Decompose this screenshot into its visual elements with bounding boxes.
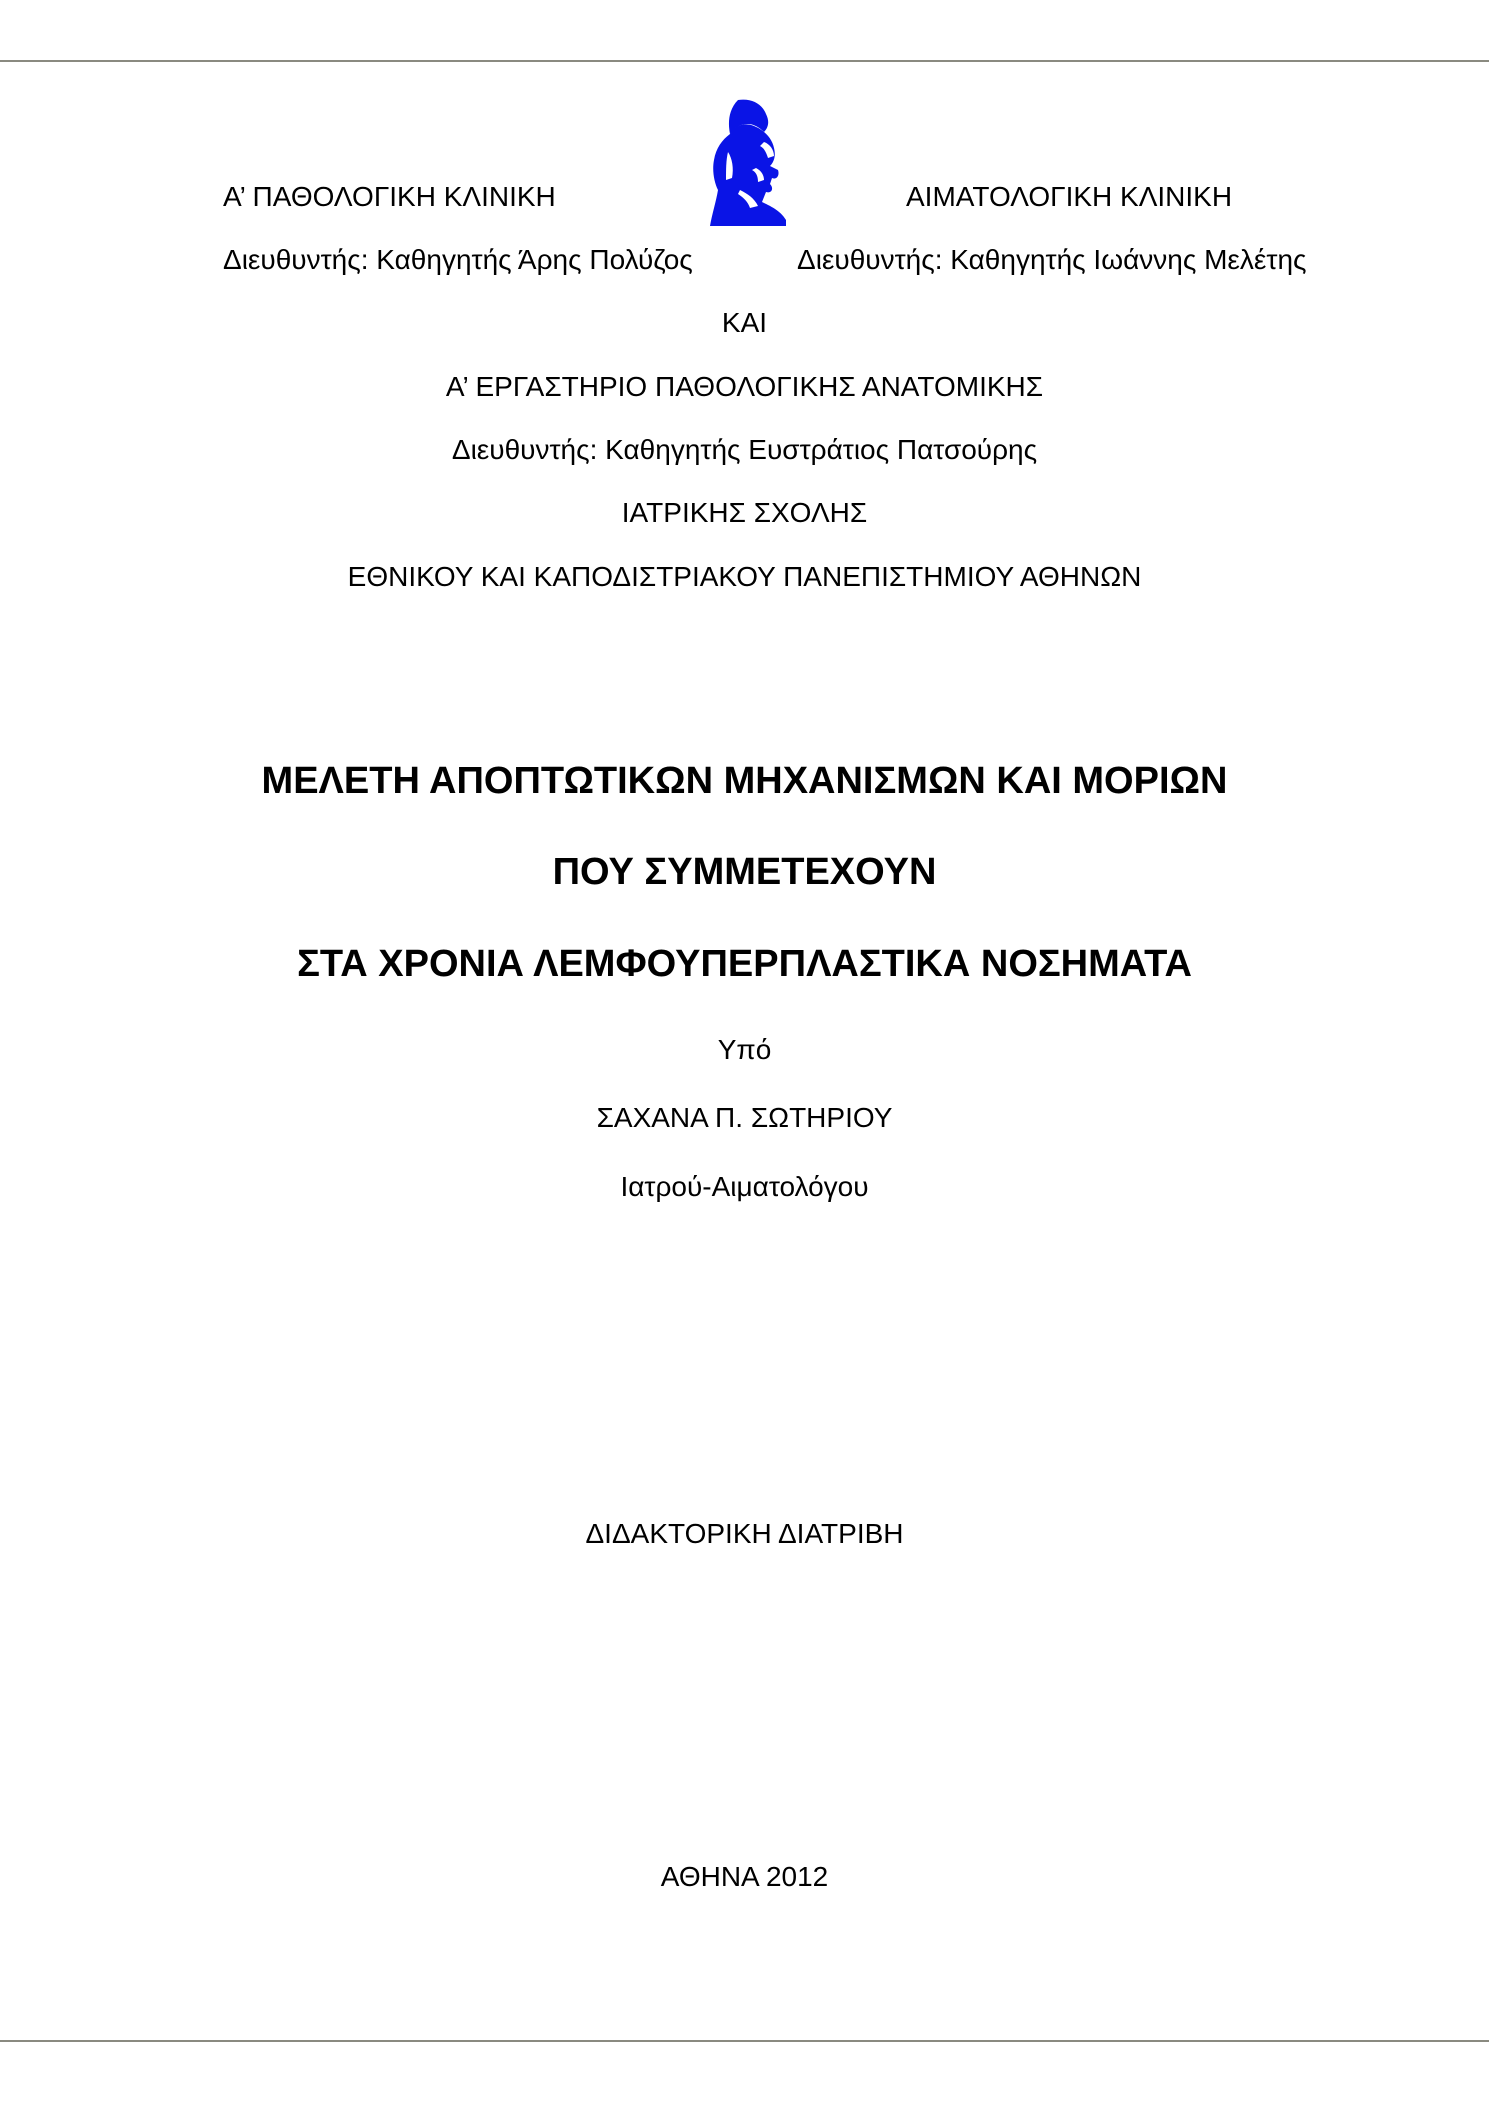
author-by: Υπό — [717, 1034, 772, 1065]
university-name: ΕΘΝΙΚΟΥ ΚΑΙ ΚΑΠΟΔΙΣΤΡΙΑΚΟΥ ΠΑΝΕΠΙΣΤΗΜΙΟΥ ΑΘΗΝΩΝ — [347, 561, 1142, 592]
thesis-title-line-1: ΜΕΛΕΤΗ ΑΠΟΠΤΩΤΙΚΩΝ ΜΗΧΑΝΙΣΜΩΝ ΚΑΙ ΜΟΡΙΩΝ — [261, 760, 1228, 802]
author-role: Ιατρού-Αιματολόγου — [620, 1171, 869, 1202]
thesis-type: ΔΙΔΑΚΤΟΡΙΚΗ ΔΙΑΤΡΙΒΗ — [585, 1518, 904, 1549]
thesis-title-line-3: ΣΤΑ ΧΡΟΝΙΑ ΛΕΜΦΟΥΠΕΡΠΛΑΣΤΙΚΑ ΝΟΣΗΜΑΤΑ — [297, 943, 1192, 985]
left-clinic-name: Α’ ΠΑΘΟΛΟΓΙΚΗ ΚΛΙΝΙΚΗ — [223, 181, 556, 212]
top-rule — [0, 60, 1489, 62]
thesis-title-line-2: ΠΟΥ ΣΥΜΜΕΤΕΧΟΥΝ — [552, 851, 937, 893]
bottom-rule — [0, 2040, 1489, 2042]
author-name: ΣΑΧΑΝΑ Π. ΣΩΤΗΡΙΟΥ — [596, 1102, 893, 1133]
lab-director: Διευθυντής: Καθηγητής Ευστράτιος Πατσούρης — [451, 434, 1038, 465]
university-logo-icon — [700, 98, 790, 226]
lab-name: Α’ ΕΡΓΑΣΤΗΡΙΟ ΠΑΘΟΛΟΓΙΚΗΣ ΑΝΑΤΟΜΙΚΗΣ — [445, 371, 1044, 402]
conjunction-and: ΚΑΙ — [721, 307, 768, 338]
left-clinic-director: Διευθυντής: Καθηγητής Άρης Πολύζος — [223, 244, 693, 275]
school-name: ΙΑΤΡΙΚΗΣ ΣΧΟΛΗΣ — [621, 497, 868, 528]
right-clinic-name: ΑΙΜΑΤΟΛΟΓΙΚΗ ΚΛΙΝΙΚΗ — [906, 181, 1233, 212]
place-year: ΑΘΗΝΑ 2012 — [660, 1861, 829, 1892]
right-clinic-director: Διευθυντής: Καθηγητής Ιωάννης Μελέτης — [797, 244, 1307, 275]
